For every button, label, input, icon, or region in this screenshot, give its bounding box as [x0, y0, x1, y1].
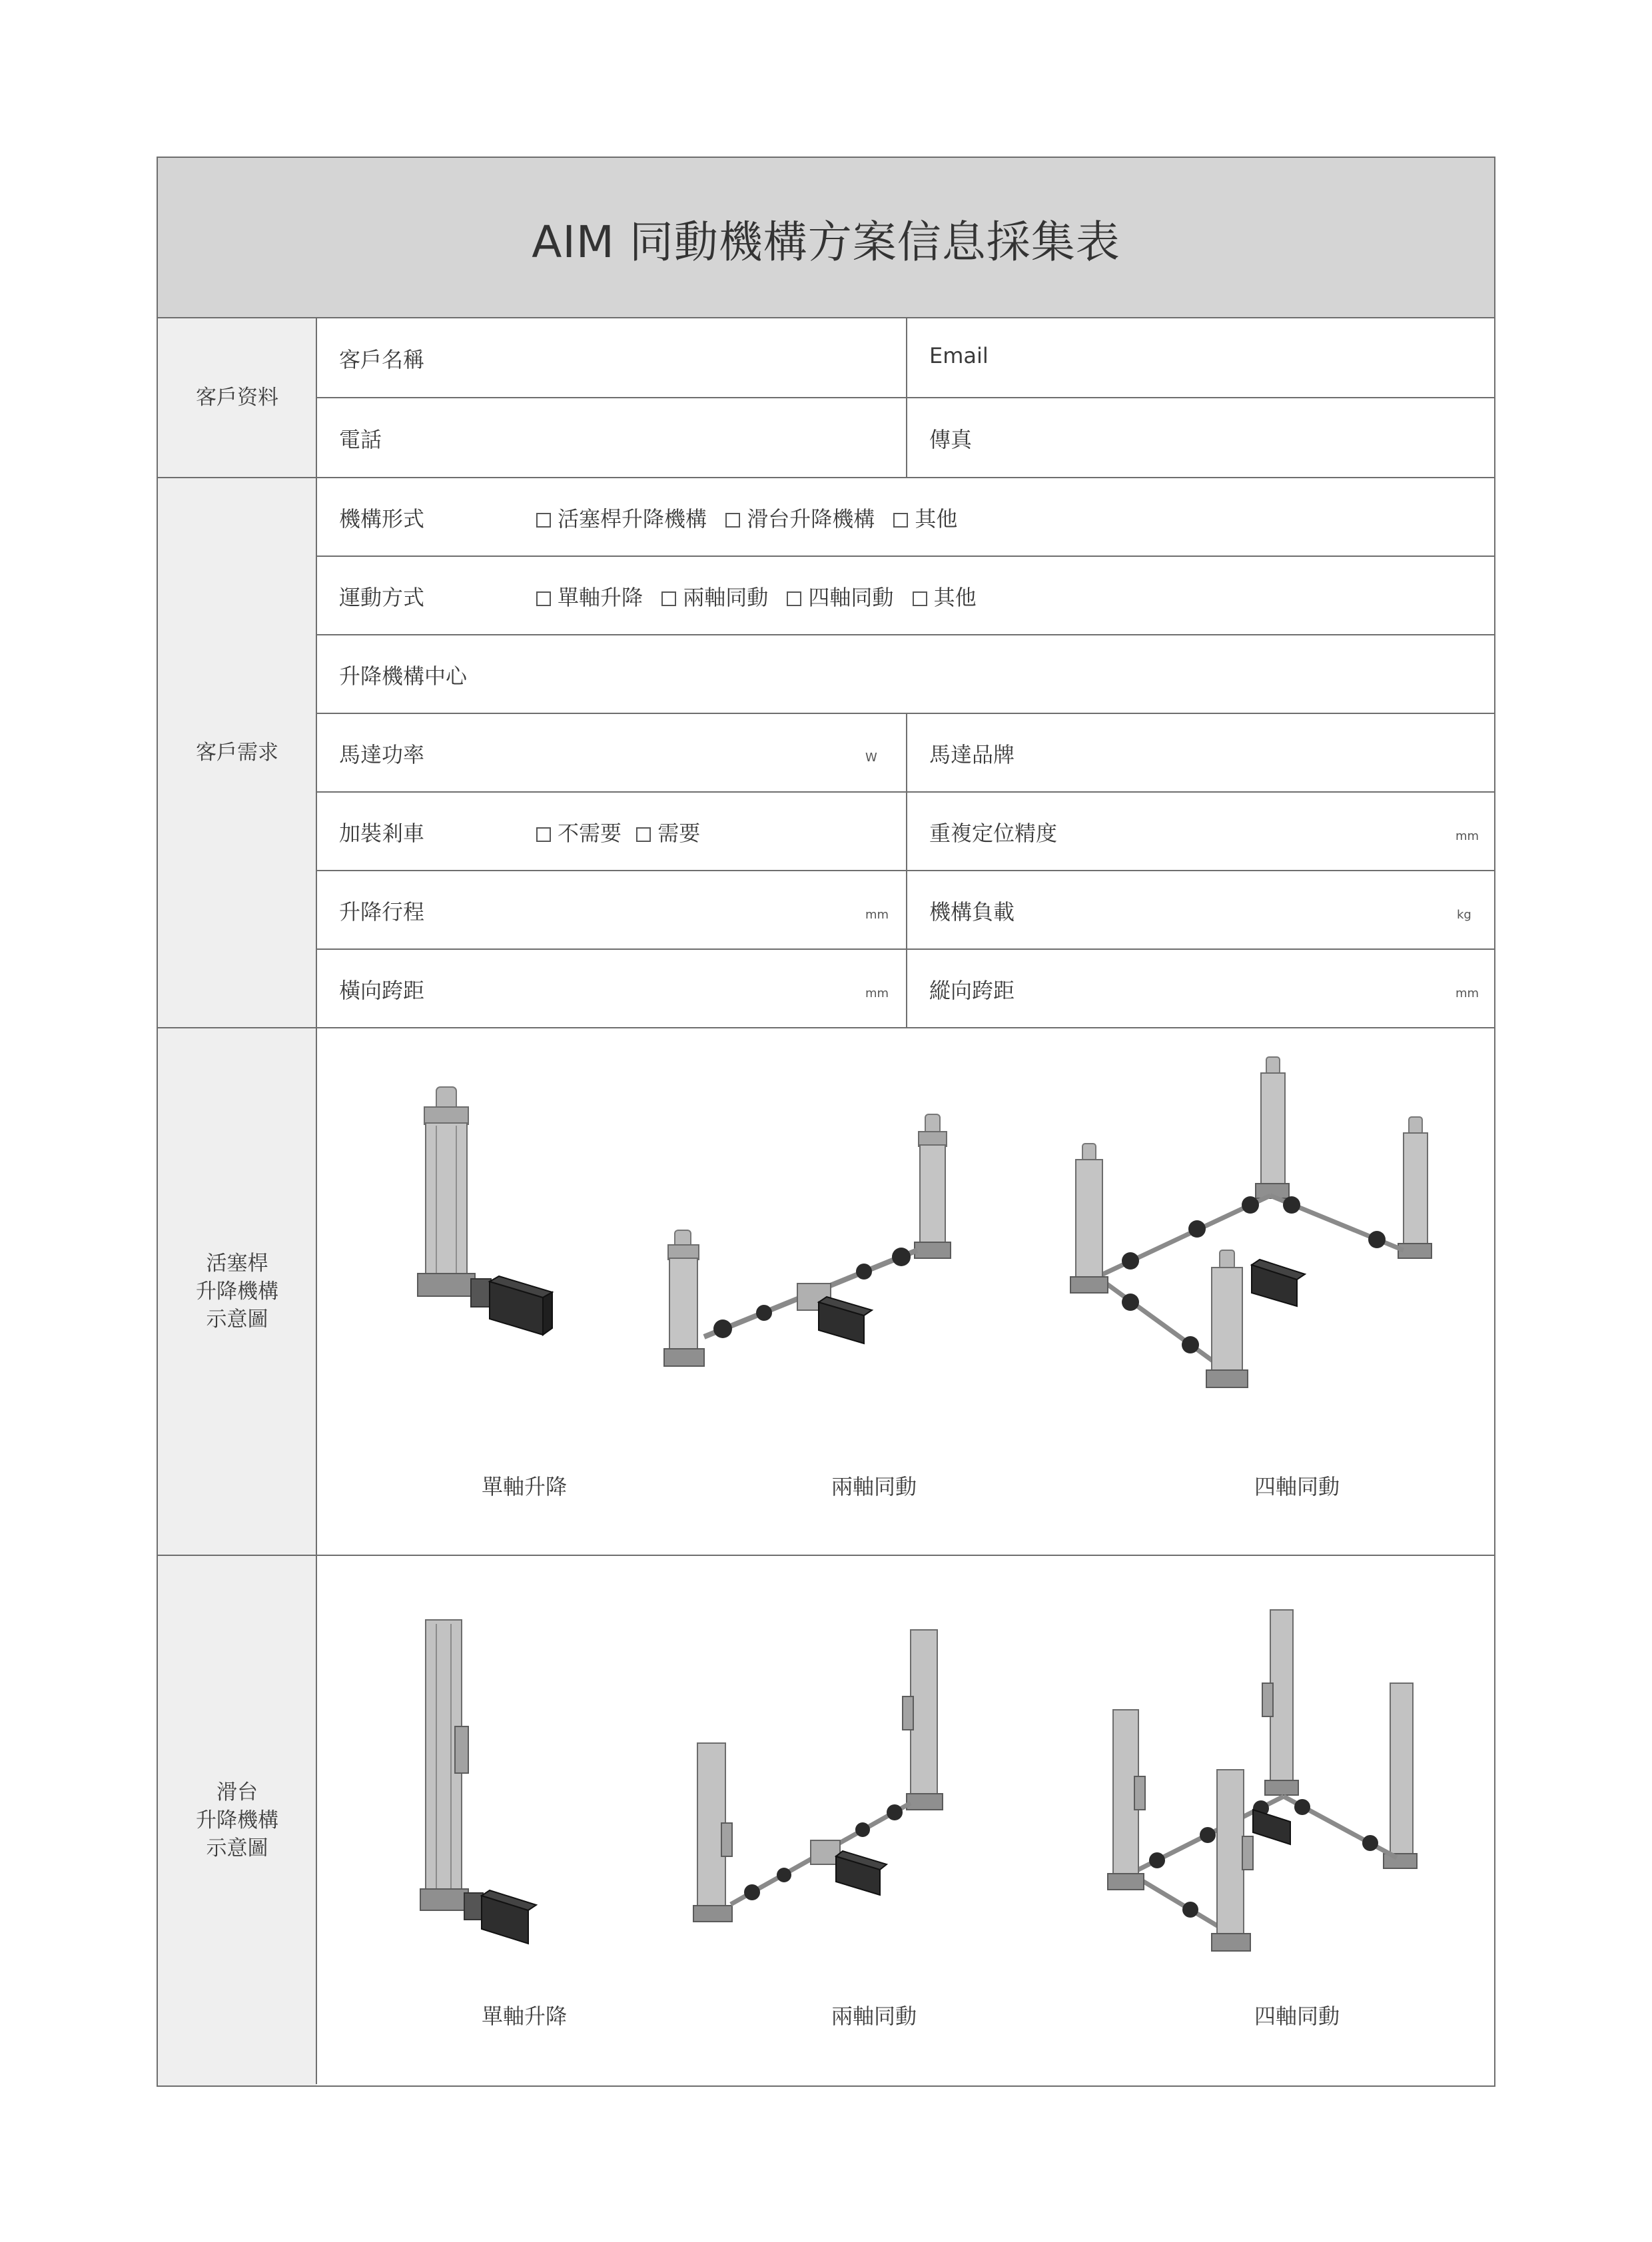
piston-caption-two: 兩軸同動: [831, 1474, 917, 1499]
stroke-unit: mm: [865, 908, 889, 922]
load-field[interactable]: [907, 871, 1440, 948]
lateral-span-field[interactable]: [317, 950, 850, 1027]
info-form-table: [157, 157, 1495, 2087]
divider: [316, 556, 1494, 557]
actuator-column-left: [664, 1230, 704, 1366]
option-no-brake[interactable]: 不需要: [536, 821, 621, 846]
motor-brand-field[interactable]: [907, 714, 1493, 791]
section-piston-diagram: [158, 1028, 316, 1555]
actuator-column-front-center: [1206, 1250, 1248, 1387]
motor-power-field[interactable]: [317, 714, 906, 791]
section-piston-line3: 示意圖: [206, 1308, 268, 1331]
phone-label: 電話: [339, 427, 382, 452]
section-slide-line3: 示意圖: [206, 1836, 268, 1860]
repeat-accuracy-unit: mm: [1455, 829, 1479, 843]
piston-caption-single: 單軸升降: [481, 1474, 567, 1499]
motor: [464, 1890, 536, 1944]
option-slide-lift[interactable]: 滑台升降機構: [725, 506, 875, 532]
brake-label: 加裝剎車: [339, 821, 425, 846]
section-customer-needs-label: 客戶需求: [196, 741, 278, 765]
repeat-accuracy-field[interactable]: [907, 793, 1440, 870]
lateral-span-label: 橫向跨距: [339, 978, 425, 1003]
motor-power-unit: W: [865, 751, 877, 765]
fax-label: 傳真: [929, 427, 973, 452]
slide-column-back-right: [1384, 1683, 1417, 1868]
slide-column-front-left: [1108, 1710, 1145, 1890]
section-customer-info-label: 客戶资料: [196, 386, 278, 410]
actuator-column-back-right: [1398, 1117, 1432, 1258]
page-title: AIM 同動機構方案信息採集表: [532, 216, 1120, 268]
slide-column-back-left: [1262, 1610, 1298, 1795]
slide-four-axis-illustration: [1090, 1610, 1424, 1970]
motor-brand-label: 馬達品牌: [929, 742, 1015, 767]
slide-column-left: [693, 1743, 732, 1922]
phone-field[interactable]: [317, 398, 906, 477]
option-with-brake[interactable]: 需要: [636, 821, 700, 846]
longitudinal-span-unit: mm: [1455, 986, 1479, 1000]
piston-single-axis-illustration: [398, 1087, 571, 1347]
slide-caption-single: 單軸升降: [481, 2004, 567, 2029]
option-other[interactable]: 其他: [893, 506, 957, 532]
longitudinal-span-label: 縱向跨距: [929, 978, 1015, 1003]
motor: [819, 1297, 872, 1343]
slide-single-axis-illustration: [411, 1620, 558, 1953]
checkbox[interactable]: [787, 591, 801, 606]
checkbox[interactable]: [536, 591, 551, 606]
option-single-axis[interactable]: 單軸升降: [536, 585, 643, 610]
longitudinal-span-field[interactable]: [907, 950, 1440, 1027]
divider: [158, 1555, 1494, 1556]
section-customer-needs: [158, 478, 316, 1028]
motion-mode-label: 運動方式: [339, 585, 425, 610]
checkbox[interactable]: [536, 827, 551, 842]
actuator-column-back-left: [1256, 1057, 1289, 1198]
lift-center-field[interactable]: [317, 635, 1493, 713]
lateral-span-unit: mm: [865, 986, 889, 1000]
divider: [316, 318, 317, 2084]
motion-mode-options: [536, 581, 977, 611]
section-piston-line2: 升降機構: [196, 1280, 278, 1304]
drive-shaft: [731, 1803, 911, 1904]
email-field[interactable]: [907, 318, 1493, 397]
slide-two-axis-illustration: [691, 1630, 971, 1943]
shaft-frame: [1097, 1196, 1404, 1369]
actuator-column-front-left: [1070, 1144, 1108, 1293]
mechanism-form-options: [536, 502, 957, 533]
divider: [158, 477, 1494, 478]
customer-name-label: 客戶名稱: [339, 347, 425, 372]
drive-shaft: [704, 1248, 917, 1338]
slide-column-front-center: [1212, 1770, 1253, 1951]
piston-four-axis-illustration: [1057, 1057, 1444, 1403]
load-unit: kg: [1457, 908, 1471, 922]
section-slide-diagram: [158, 1555, 316, 2085]
slide-caption-two: 兩軸同動: [831, 2004, 917, 2029]
fax-field[interactable]: [907, 398, 1493, 477]
option-other[interactable]: 其他: [913, 585, 977, 610]
piston-caption-four: 四軸同動: [1254, 1474, 1340, 1499]
motor-power-label: 馬達功率: [339, 742, 425, 767]
mechanism-form-label: 機構形式: [339, 506, 425, 532]
stroke-label: 升降行程: [339, 899, 425, 925]
slide-column: [420, 1620, 468, 1910]
checkbox[interactable]: [636, 827, 651, 842]
option-four-axis[interactable]: 四軸同動: [787, 585, 893, 610]
checkbox[interactable]: [725, 513, 740, 528]
customer-name-field[interactable]: [317, 318, 906, 397]
option-piston-lift[interactable]: 活塞桿升降機構: [536, 506, 707, 532]
divider: [158, 1027, 1494, 1028]
checkbox[interactable]: [893, 513, 908, 528]
section-slide-line1: 滑台: [216, 1780, 258, 1804]
piston-two-axis-illustration: [664, 1090, 957, 1377]
option-two-axis[interactable]: 兩軸同動: [661, 585, 768, 610]
slide-column-right: [903, 1630, 943, 1810]
checkbox[interactable]: [913, 591, 927, 606]
actuator-column: [418, 1087, 475, 1296]
repeat-accuracy-label: 重複定位精度: [929, 821, 1058, 846]
motor: [1253, 1810, 1290, 1844]
lift-center-label: 升降機構中心: [339, 663, 468, 689]
section-slide-line2: 升降機構: [196, 1808, 278, 1832]
load-label: 機構負載: [929, 899, 1015, 925]
section-customer-info: [158, 318, 316, 478]
checkbox[interactable]: [661, 591, 676, 606]
checkbox[interactable]: [536, 513, 551, 528]
section-piston-line1: 活塞桿: [206, 1252, 268, 1276]
motor: [836, 1851, 887, 1895]
slide-caption-four: 四軸同動: [1254, 2004, 1340, 2029]
motor: [1252, 1260, 1305, 1306]
email-label: Email: [929, 343, 989, 368]
actuator-column-right: [915, 1114, 951, 1258]
motor: [471, 1276, 552, 1335]
stroke-field[interactable]: [317, 871, 850, 948]
brake-options: [536, 817, 700, 847]
